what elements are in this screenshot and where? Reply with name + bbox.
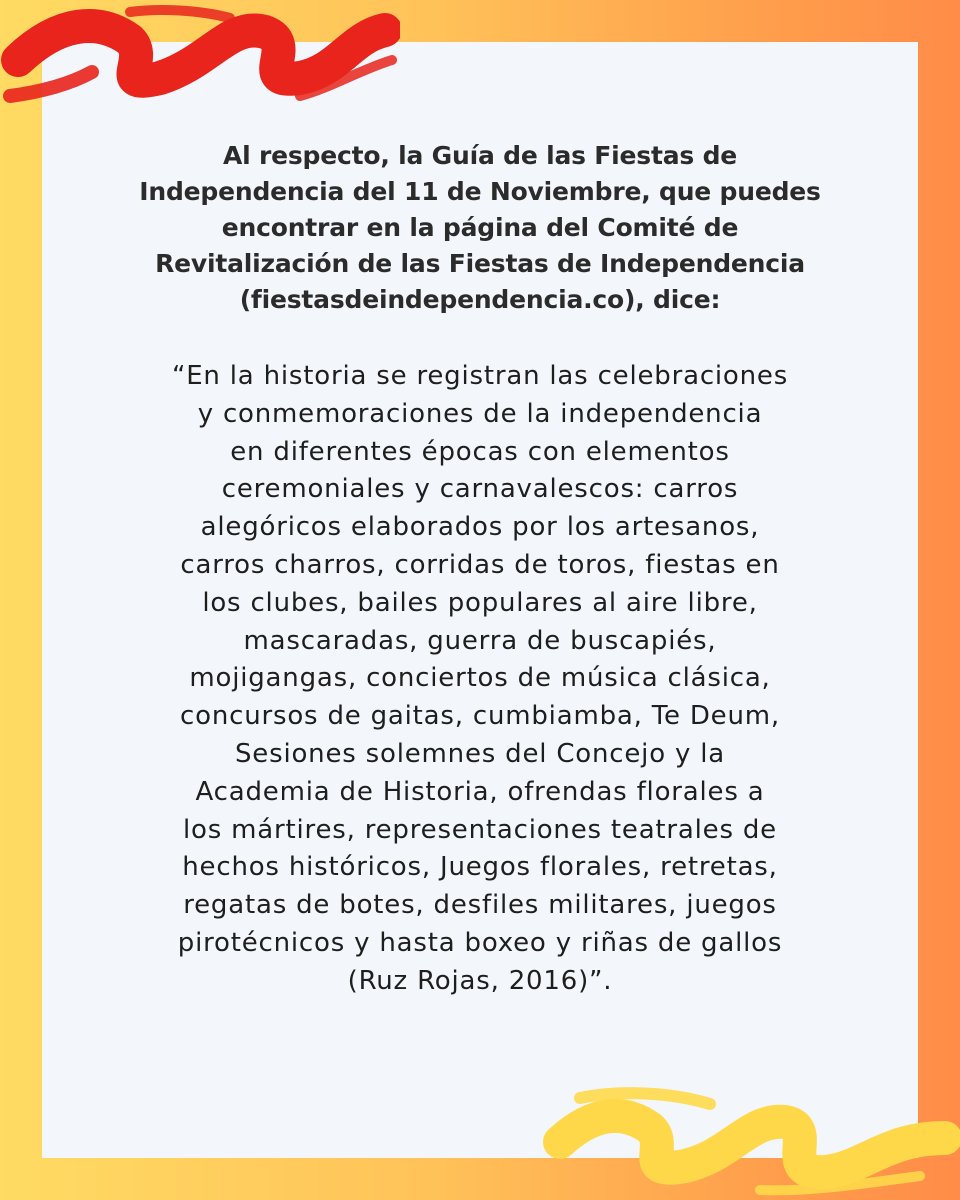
quote-paragraph: “En la historia se registran las celebraciones y conmemoraciones de la independencia en diferentes épocas con elementos ceremoniales y carnavalescos: carros alegóricos elaborados por los artesanos, carros charros, corridas de toros, fiestas en los clubes, bailes populares al aire libre, mascaradas, guerra de buscapiés, mojigangas, conciertos de música clásica, concursos de gaitas, cumbiamba, Te Deum, Sesiones solemnes del Concejo y la Academia de Historia, ofrendas florales a los mártires, representaciones teatrales de hechos históricos, Juegos florales, retretas, regatas de botes, desfiles militares, juegos pirotécnicos y hasta boxeo y riñas de gallos (Ruz Rojas, 2016)”.: [171, 361, 789, 996]
intro-paragraph: Al respecto, la Guía de las Fiestas de Independencia del 11 de Noviembre, que puedes encontrar en la página del Comité de Revitalización de las Fiestas de Independencia (fiestasdeindependencia.co), dice:: [139, 141, 821, 314]
content-card: [42, 42, 918, 1158]
